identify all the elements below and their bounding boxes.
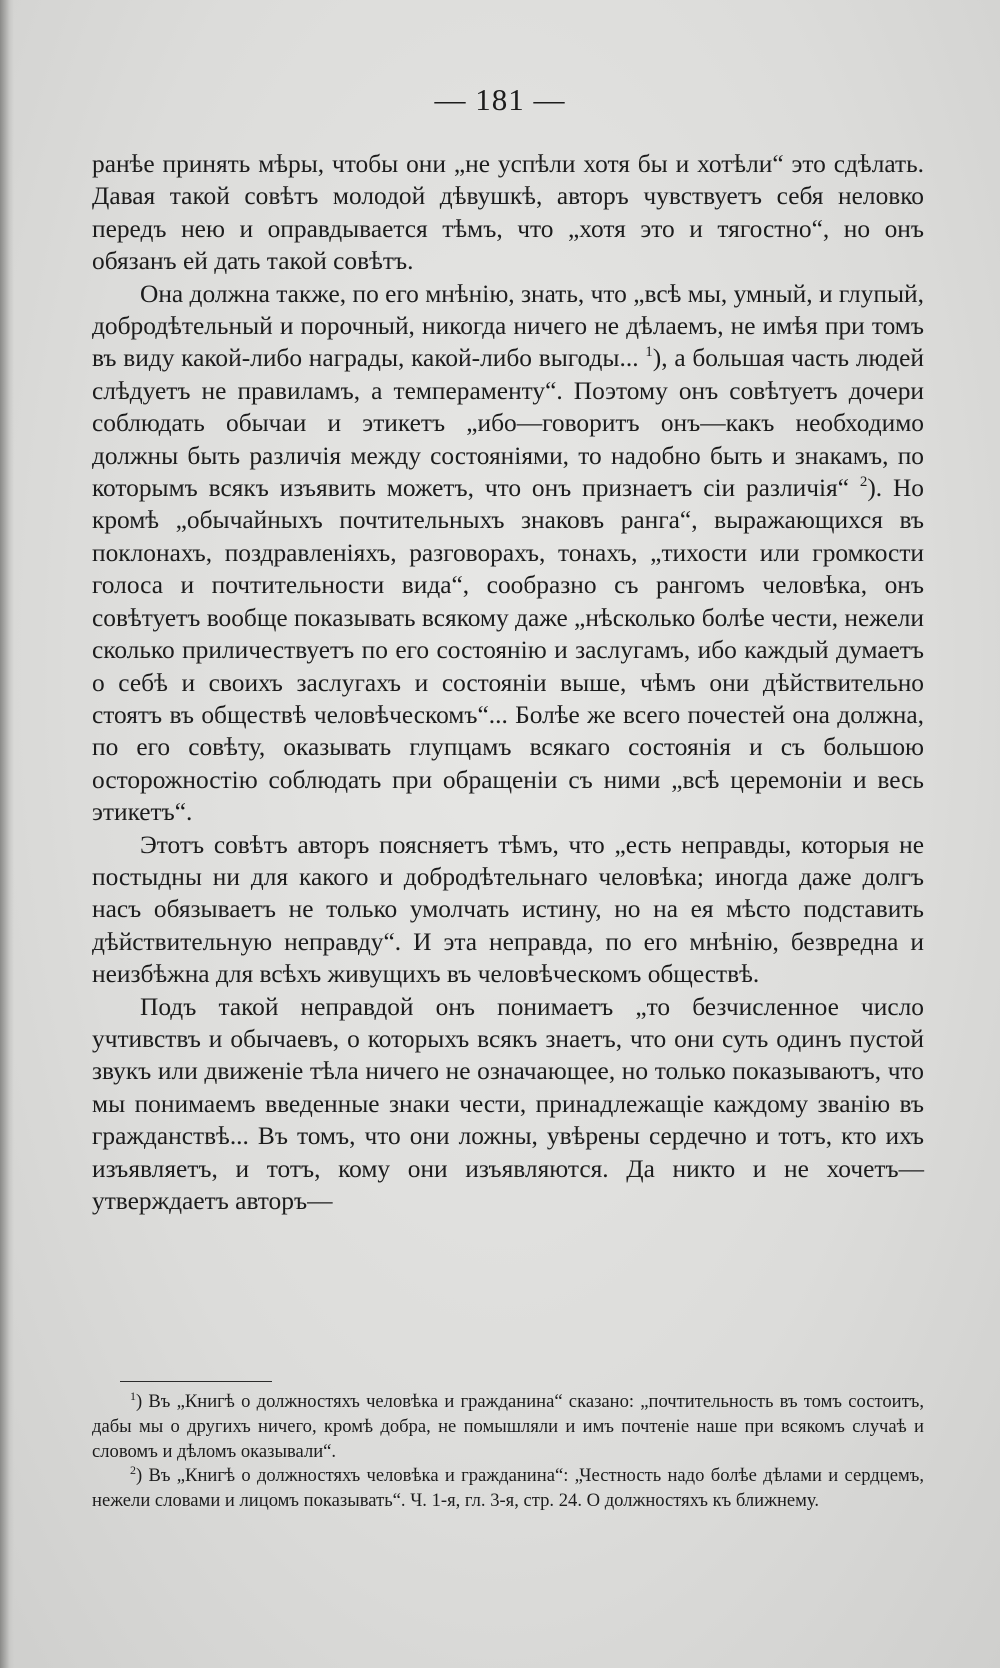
text-run: Этотъ совѣтъ авторъ поясняетъ тѣмъ, что „есть неправды, которыя не постыдны ни для какого и добродѣтельнаго человѣка; иногда даже долгъ насъ обязываетъ не только умолчать истину, но на ея мѣсто подставить дѣйствительную неправду“. И эта неправда, по его мнѣнію, безвредна и неизбѣжна для всѣхъ живущихъ въ человѣческомъ обществѣ. (92, 830, 924, 989)
text-run: ранѣе принять мѣры, чтобы они „не успѣли хотя бы и хотѣли“ это сдѣлать. Давая такой совѣтъ молодой дѣвушкѣ, авторъ чувствуетъ себя неловко передъ нею и оправдывается тѣмъ, что „хотя это и тягостно“, но онъ обязанъ ей дать такой совѣтъ. (92, 150, 924, 276)
paragraph (92, 148, 924, 278)
page-number: — 181 — (434, 82, 566, 117)
footnote-mark: 2 (130, 1463, 136, 1478)
paragraph (92, 991, 924, 1218)
page-edge-shadow (0, 0, 14, 1668)
footnotes (92, 1390, 924, 1514)
footnote-text: ) Въ „Книгѣ о должностяхъ человѣка и гражданина“ сказано: „почтительность въ томъ состоитъ, дабы мы о другихъ ничего, кромѣ добра, не помышляли и имъ почтеніе наше при всякомъ случаѣ и словомъ и дѣломъ оказывали“. (92, 1391, 924, 1462)
footnote-ref: 1 (645, 344, 653, 361)
footnote-separator (120, 1381, 272, 1382)
text-run: Подъ такой неправдой онъ понимаетъ „то безчисленное число учтивствъ и обычаевъ, о которыхъ всякъ знаетъ, что они суть одинъ пустой звукъ или движеніе тѣла ничего не означающее, но только показываютъ, что мы понимаемъ введенные знаки чести, принадлежащіе каждому званію въ гражданствѣ... Въ томъ, что они ложны, увѣрены сердечно и тотъ, кто ихъ изъявляетъ, и тотъ, кому они изъявляются. Да никто и не хочетъ—утверждаетъ авторъ— (92, 992, 924, 1215)
footnote (92, 1390, 924, 1464)
body-text (92, 148, 924, 1217)
paragraph (92, 829, 924, 991)
text-run: ), а большая часть людей слѣдуетъ не правиламъ, а темпераменту“. Поэтому онъ совѣтуетъ дочери соблюдать обычаи и этикетъ „ибо—говоритъ онъ—какъ необходимо должны быть различія между состояніями, то надобно быть и знакамъ, по которымъ всякъ изъявить можетъ, что онъ признаетъ сіи различія“ (92, 344, 924, 503)
footnote (92, 1464, 924, 1514)
footnote-text: ) Въ „Книгѣ о должностяхъ человѣка и гражданина“: „Честность надо болѣе дѣлами и сердцемъ, нежели словами и лицомъ показывать“. Ч. 1-я, гл. 3-я, стр. 24. О должностяхъ къ ближнему. (92, 1465, 924, 1512)
footnote-ref: 2 (859, 474, 868, 491)
paragraph (92, 278, 924, 829)
text-run: Она должна также, по его мнѣнію, знать, что „всѣ мы, умный, и глупый, добродѣтельный и порочный, никогда ничего не дѣлаемъ, не имѣя при томъ въ виду какой-либо награды, какой-либо выгоды... (92, 279, 924, 373)
text-run: ). Но кромѣ „обычайныхъ почтительныхъ знаковъ ранга“, выражающихся въ поклонахъ, поздравленіяхъ, разговорахъ, тонахъ, „тихости или громкости голоса и почтительности вида“, сообразно съ рангомъ человѣка, онъ совѣтуетъ вообще показывать всякому даже „нѣсколько болѣе чести, нежели сколько приличествуетъ по его состоянію и заслугамъ, ибо каждый думаетъ о себѣ и своихъ заслугахъ и состояніи выше, чѣмъ они дѣйствительно стоятъ въ обществѣ человѣческомъ“... Болѣе же всего почестей она должна, по его совѣту, оказывать глупцамъ всякаго состоянія и съ большою осторожностію соблюдать при обращеніи съ ними „всѣ церемоніи и весь этикетъ“. (92, 474, 924, 827)
footnote-mark: 1 (130, 1389, 136, 1403)
